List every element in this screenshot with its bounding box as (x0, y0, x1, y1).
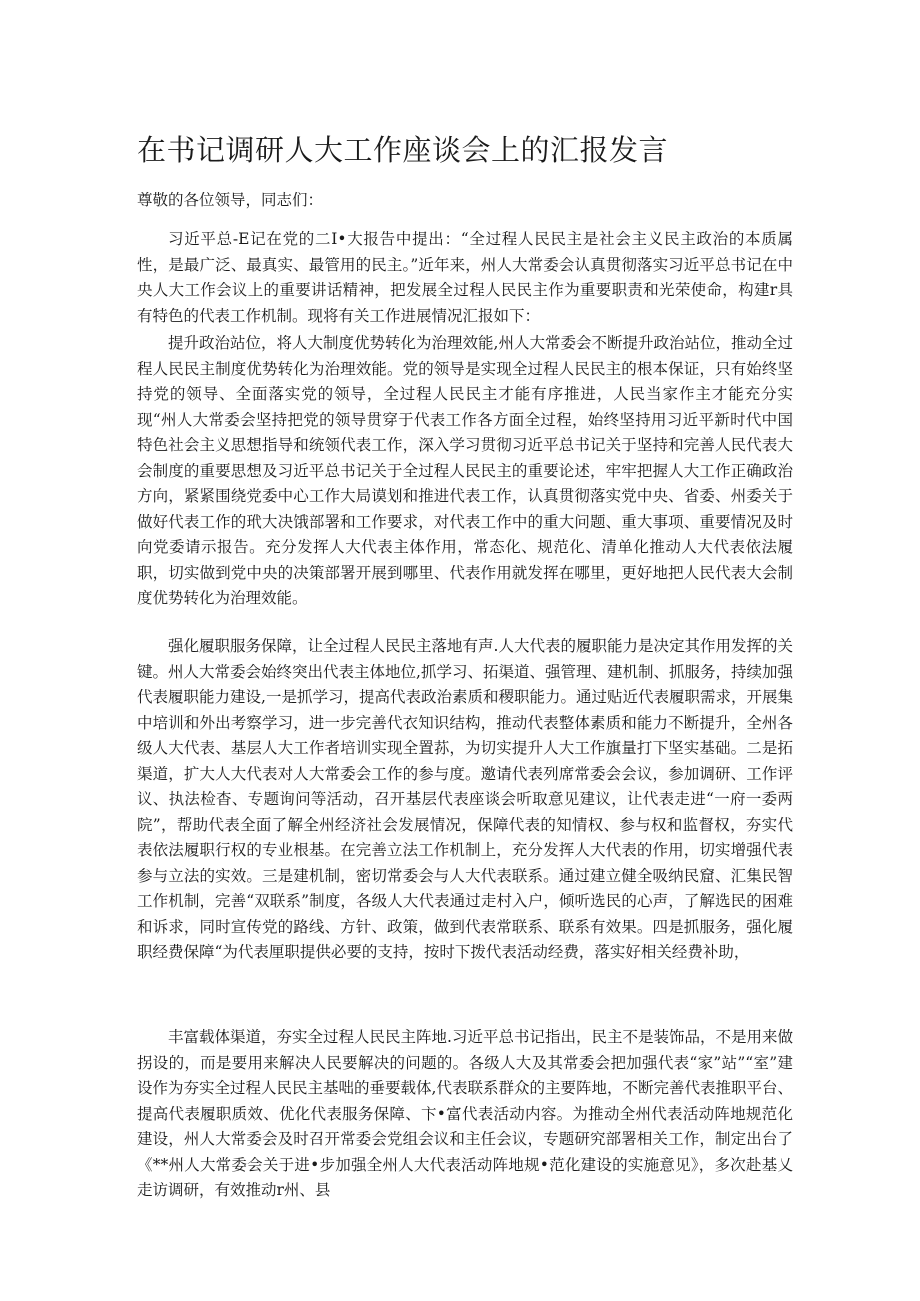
document-title: 在书记调研人大工作座谈会上的汇报发言 (137, 133, 669, 167)
salutation: 尊敬的各位领导，同志们： (137, 191, 324, 209)
paragraph-political-stance: 提升政治站位，将人大制度优势转化为治理效能,州人大常委会不断提升政治站位，推动全过程人民民主制度优势转化为治理效能。党的领导是实现全过程人民民主的根本保证，只有始终坚持党的领导、全面落实党的领导，全过程人民民主才能有序推进，人民当家作主才能充分实现“州人大常委会坚持把党的领导贯穿于代表工作各方面全过程，始终坚持用习近平新时代中国特色社会主义思想指导和统领代表工作，深入学习贯彻习近平总书记关于坚持和完善人民代表大会制度的重要思想及习近平总书记关于全过程人民民主的重要论述，牢牢把握人大工作正确政治方向，紧紧围绕党委中心工作大局谟划和推进代表工作，认真贯彻落实党中央、省委、州委关于做好代表工作的玳大决饿部署和工作要求，对代表工作中的重大问题、重大事项、重要情况及时向党委请示报告。充分发挥人大代表主体作用，常态化、规范化、清单化推动人大代表依法履职，切实做到党中央的决策部署开展到哪里、代表作用就发挥在哪里，更好地把人民代表大会制度优势转化为治理效能。 (137, 334, 793, 607)
paragraph-intro: 习近平总-E记在党的二I•大报告中提出：“全过程人民民主是社会主义民主政治的本质属性，是最广泛、最真实、最管用的民主。”近年来，州人大常委会认真贯彻落实习近平总书记在中央人大工作会议上的重要讲话精神，把发展全过程人民民主作为重要职责和光荣使命，构建r具有特色的代表工作机制。现将有关工作进展情况汇报如下： (137, 230, 793, 325)
paragraph-service-guarantee: 强化履职服务保障，让全过程人民民主落地有声.人大代表的履职能力是决定其作用发挥的关键。州人大常委会始终突出代表主体地位,抓学习、拓渠道、强管理、建机制、抓服务，持续加强代表履职能力建设,一是抓学习，提高代表政治素质和稷职能力。通过贴近代表履职需求，开展集中培训和外出考察学习，进一步完善代衣知识结构，推动代表整体素质和能力不断提升，全州各级人大代表、基层人大工作者培训实现全置荪，为切实提升人大工作旗量打下坚实基础。二是拓渠道，扩大人大代表对人大常委会工作的参与度。邀请代表列席常委会会议，参加调研、工作评议、执法检杳、专题询问等活动，召开基层代表座谈会听取意见建议，让代表走进“一府一委两院”，帮助代表全面了解全州经济社会发展情况，保障代表的知情权、参与权和监督权，夯实代表依法履职行权的专业根基。在完善立法工作机制上，充分发挥人大代表的作用，切实增强代表参与立法的实效。三是建机制，密切常委会与人大代表联系。通过建立健全吸纳民窟、汇集民智工作机制，完善“双联系”制度，各级人大代表通过走村入户，倾听选民的心声，了解选民的困难和诉求，同时宣传党的路线、方针、政策，做到代表常联系、联系有效果。四是抓服务，强化履职经费保障“为代表厘职提供必要的支持，按时下拨代表活动经费，落实好相关经费补助， (137, 637, 793, 961)
paragraph-carrier-channels: 丰富载体渠道，夯实全过程人民民主阵地.习近平总书记指出，民主不是装饰品，不是用来做拐设的，而是要用来解决人民要解决的问题的。各级人大及其常委会把加强代表“家”站”“室”建设作为夯实全过程人民民主基咄的垂要载体,代表联系群众的主要阵地，不断完善代表推职平台、提高代表履职质效、优化代表服务保障、卞•富代表活动内容。为推动全州代表活动阵地规范化建设，州人大常委会及时召开常委会党组会议和主任会议，专题研究部署相关工作，制定出台了《**州人大常委会关于进•步加强全州人大代表活动阵地规•范化建设的实施意见》，多次赴基乂走访调研，有效推动r州、县 (137, 1028, 793, 1199)
